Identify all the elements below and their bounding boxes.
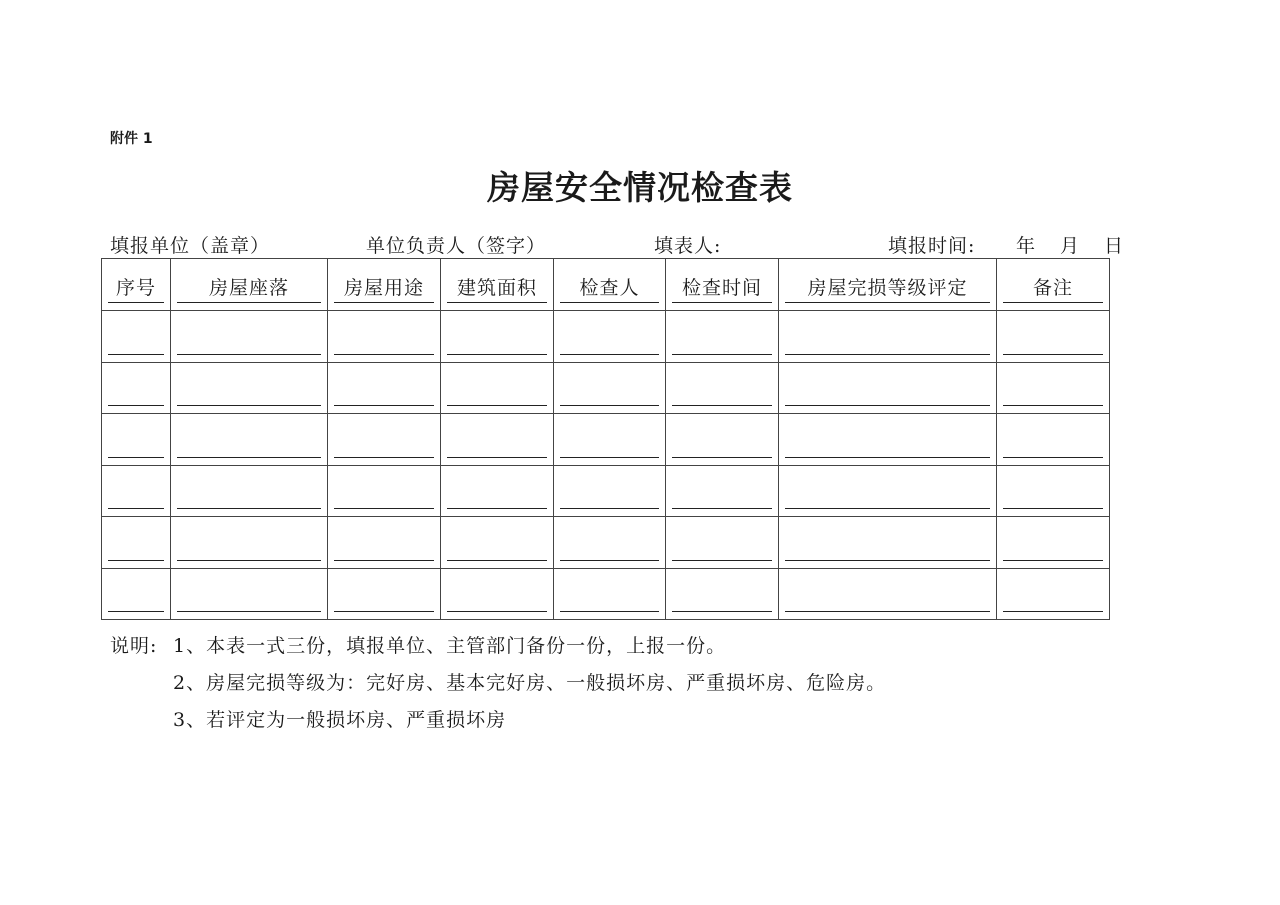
fill-line — [785, 405, 990, 406]
table-cell[interactable] — [441, 517, 554, 569]
table-row — [102, 517, 1110, 569]
table-row — [102, 362, 1110, 414]
fill-line — [334, 302, 434, 303]
reporting-unit-label: 填报单位（盖章） — [110, 235, 271, 257]
table-cell[interactable] — [779, 362, 997, 414]
fill-line — [672, 560, 772, 561]
table-cell[interactable] — [779, 311, 997, 363]
table-cell[interactable] — [102, 311, 171, 363]
notes-label: 说明: — [110, 635, 158, 657]
table-cell[interactable] — [328, 362, 441, 414]
fill-line — [560, 457, 659, 458]
fill-line — [334, 611, 434, 612]
table-cell[interactable] — [554, 517, 666, 569]
note-item-1: 1、本表一式三份，填报单位、主管部门备份一份，上报一份。 — [173, 635, 727, 657]
table-cell[interactable] — [102, 517, 171, 569]
fill-line — [1003, 457, 1103, 458]
table-row — [102, 414, 1110, 466]
fill-line — [1003, 354, 1103, 355]
table-cell[interactable] — [554, 362, 666, 414]
table-cell[interactable] — [997, 568, 1110, 620]
fill-line — [177, 354, 321, 355]
fill-line — [108, 560, 164, 561]
date-year-label: 年 — [1016, 235, 1037, 257]
fill-line — [560, 302, 659, 303]
table-cell[interactable] — [666, 311, 779, 363]
fill-line — [1003, 405, 1103, 406]
fill-line — [560, 611, 659, 612]
header-cell — [554, 259, 666, 311]
header-cell — [779, 259, 997, 311]
table-cell[interactable] — [171, 311, 328, 363]
table-cell[interactable] — [997, 465, 1110, 517]
table-cell[interactable] — [171, 362, 328, 414]
table-cell[interactable] — [441, 414, 554, 466]
table-cell[interactable] — [171, 465, 328, 517]
table-row — [102, 311, 1110, 363]
table-cell[interactable] — [171, 414, 328, 466]
fill-line — [177, 457, 321, 458]
fill-line — [447, 457, 547, 458]
table-cell[interactable] — [779, 517, 997, 569]
form-filler-label: 填表人: — [654, 235, 722, 257]
fill-line — [108, 508, 164, 509]
fill-line — [177, 560, 321, 561]
fill-line — [108, 354, 164, 355]
fill-line — [785, 457, 990, 458]
fill-line — [560, 405, 659, 406]
fill-line — [334, 508, 434, 509]
table-cell[interactable] — [779, 465, 997, 517]
header-cell — [102, 259, 171, 311]
fill-line — [108, 302, 164, 303]
fill-line — [108, 457, 164, 458]
fill-line — [447, 611, 547, 612]
header-cell — [171, 259, 328, 311]
fill-line — [447, 354, 547, 355]
fill-line — [447, 405, 547, 406]
table-cell[interactable] — [779, 414, 997, 466]
fill-line — [672, 457, 772, 458]
header-cell — [441, 259, 554, 311]
fill-line — [447, 302, 547, 303]
fill-line — [560, 508, 659, 509]
table-row — [102, 568, 1110, 620]
fill-line — [672, 405, 772, 406]
fill-line — [1003, 611, 1103, 612]
table-cell[interactable] — [554, 311, 666, 363]
table-cell[interactable] — [666, 362, 779, 414]
table-cell[interactable] — [171, 517, 328, 569]
table-cell[interactable] — [997, 517, 1110, 569]
table-cell[interactable] — [328, 311, 441, 363]
note-item-2: 2、房屋完损等级为：完好房、基本完好房、一般损坏房、严重损坏房、危险房。 — [173, 672, 887, 694]
header-house-location: 房屋座落 — [208, 277, 289, 299]
header-damage-grade: 房屋完损等级评定 — [807, 277, 968, 299]
fill-line — [447, 508, 547, 509]
table-cell[interactable] — [441, 311, 554, 363]
fill-line — [447, 560, 547, 561]
date-day-label: 日 — [1104, 235, 1125, 257]
note-item-3: 3、若评定为一般损坏房、严重损坏房 — [173, 709, 507, 731]
fill-line — [334, 560, 434, 561]
header-cell — [997, 259, 1110, 311]
fill-line — [1003, 560, 1103, 561]
table-cell[interactable] — [997, 414, 1110, 466]
fill-line — [785, 508, 990, 509]
header-cell — [328, 259, 441, 311]
table-cell[interactable] — [328, 414, 441, 466]
table-cell[interactable] — [102, 465, 171, 517]
inspection-table — [101, 258, 1110, 620]
table-cell[interactable] — [441, 465, 554, 517]
fill-line — [1003, 508, 1103, 509]
table-cell[interactable] — [441, 568, 554, 620]
fill-line — [334, 354, 434, 355]
header-building-area: 建筑面积 — [456, 277, 537, 299]
date-month-label: 月 — [1060, 235, 1081, 257]
table-cell[interactable] — [102, 362, 171, 414]
table-cell[interactable] — [328, 465, 441, 517]
header-cell — [666, 259, 779, 311]
fill-line — [560, 354, 659, 355]
fill-line — [177, 405, 321, 406]
fill-line — [334, 457, 434, 458]
header-house-usage: 房屋用途 — [343, 277, 424, 299]
fill-line — [1003, 302, 1103, 303]
fill-line — [672, 302, 772, 303]
table-cell[interactable] — [554, 465, 666, 517]
table-cell[interactable] — [779, 568, 997, 620]
fill-line — [672, 508, 772, 509]
table-cell[interactable] — [666, 517, 779, 569]
attachment-label: 附件 1 — [110, 131, 153, 147]
header-serial-number: 序号 — [115, 277, 156, 299]
unit-head-label: 单位负责人（签字） — [366, 235, 547, 257]
table-cell[interactable] — [441, 362, 554, 414]
table-row — [102, 465, 1110, 517]
fill-line — [177, 611, 321, 612]
fill-line — [560, 560, 659, 561]
table-cell[interactable] — [666, 568, 779, 620]
table-header-row — [102, 259, 1110, 311]
fill-line — [672, 611, 772, 612]
fill-line — [785, 302, 990, 303]
table-cell[interactable] — [997, 362, 1110, 414]
fill-line — [672, 354, 772, 355]
fill-line — [108, 405, 164, 406]
table-cell[interactable] — [554, 568, 666, 620]
table-cell[interactable] — [666, 465, 779, 517]
fill-line — [177, 302, 321, 303]
fill-line — [785, 611, 990, 612]
header-inspection-time: 检查时间 — [681, 277, 762, 299]
page-title: 房屋安全情况检查表 — [487, 168, 793, 207]
table-cell[interactable] — [666, 414, 779, 466]
report-date-label: 填报时间: — [888, 235, 976, 257]
fill-line — [108, 611, 164, 612]
table-cell[interactable] — [171, 568, 328, 620]
fill-line — [177, 508, 321, 509]
table-cell[interactable] — [102, 568, 171, 620]
table-cell[interactable] — [328, 517, 441, 569]
table-cell[interactable] — [102, 414, 171, 466]
fill-line — [785, 354, 990, 355]
table-cell[interactable] — [554, 414, 666, 466]
fill-line — [334, 405, 434, 406]
header-inspector: 检查人 — [579, 277, 640, 299]
header-remarks: 备注 — [1032, 277, 1073, 299]
table-cell[interactable] — [997, 311, 1110, 363]
table-cell[interactable] — [328, 568, 441, 620]
fill-line — [785, 560, 990, 561]
